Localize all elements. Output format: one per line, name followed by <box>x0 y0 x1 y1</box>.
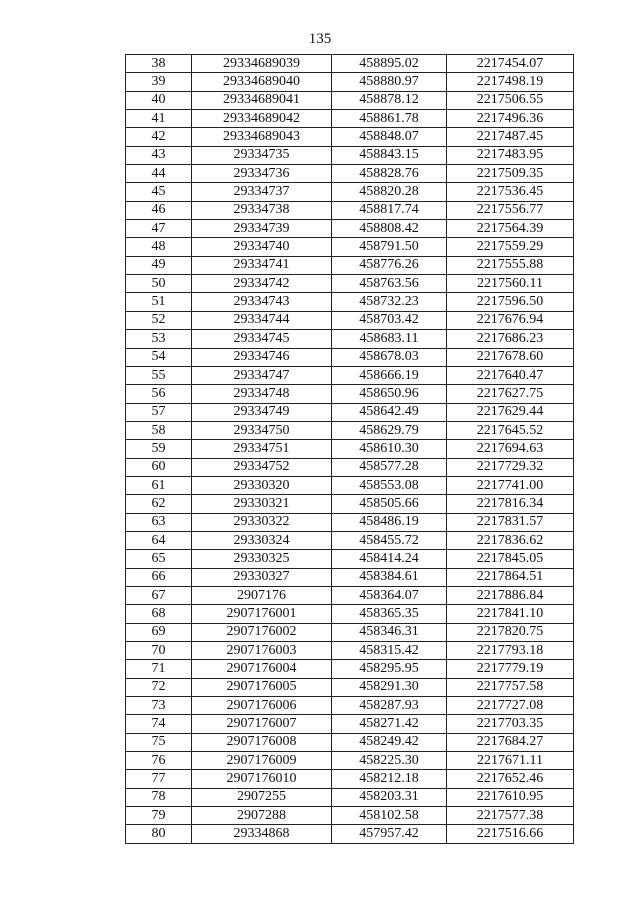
x-coordinate-cell: 458455.72 <box>332 531 447 549</box>
row-index-cell: 51 <box>126 293 192 311</box>
table-row <box>126 165 574 183</box>
point-id-cell: 29334750 <box>192 421 332 439</box>
row-index-cell: 50 <box>126 275 192 293</box>
y-coordinate-cell: 2217516.66 <box>447 825 574 843</box>
table-row <box>126 385 574 403</box>
row-index-cell: 42 <box>126 128 192 146</box>
row-index-cell: 69 <box>126 623 192 641</box>
coordinates-table-body <box>126 55 574 844</box>
x-coordinate-cell: 458861.78 <box>332 110 447 128</box>
row-index-cell: 55 <box>126 366 192 384</box>
y-coordinate-cell: 2217864.51 <box>447 568 574 586</box>
y-coordinate-cell: 2217684.27 <box>447 733 574 751</box>
table-row <box>126 238 574 256</box>
table-row <box>126 733 574 751</box>
table-row <box>126 421 574 439</box>
row-index-cell: 64 <box>126 531 192 549</box>
y-coordinate-cell: 2217564.39 <box>447 220 574 238</box>
point-id-cell: 29334689043 <box>192 128 332 146</box>
row-index-cell: 71 <box>126 660 192 678</box>
table-row <box>126 458 574 476</box>
y-coordinate-cell: 2217841.10 <box>447 605 574 623</box>
x-coordinate-cell: 458878.12 <box>332 91 447 109</box>
table-row <box>126 752 574 770</box>
x-coordinate-cell: 458553.08 <box>332 476 447 494</box>
y-coordinate-cell: 2217816.34 <box>447 495 574 513</box>
row-index-cell: 49 <box>126 256 192 274</box>
y-coordinate-cell: 2217627.75 <box>447 385 574 403</box>
row-index-cell: 43 <box>126 146 192 164</box>
row-index-cell: 40 <box>126 91 192 109</box>
x-coordinate-cell: 458650.96 <box>332 385 447 403</box>
x-coordinate-cell: 458895.02 <box>332 55 447 73</box>
point-id-cell: 29334737 <box>192 183 332 201</box>
x-coordinate-cell: 458808.42 <box>332 220 447 238</box>
row-index-cell: 74 <box>126 715 192 733</box>
point-id-cell: 29330320 <box>192 476 332 494</box>
point-id-cell: 29330321 <box>192 495 332 513</box>
y-coordinate-cell: 2217741.00 <box>447 476 574 494</box>
point-id-cell: 29334689041 <box>192 91 332 109</box>
y-coordinate-cell: 2217498.19 <box>447 73 574 91</box>
point-id-cell: 29334739 <box>192 220 332 238</box>
y-coordinate-cell: 2217793.18 <box>447 642 574 660</box>
point-id-cell: 2907176003 <box>192 642 332 660</box>
point-id-cell: 29330327 <box>192 568 332 586</box>
point-id-cell: 29334689039 <box>192 55 332 73</box>
y-coordinate-cell: 2217629.44 <box>447 403 574 421</box>
x-coordinate-cell: 458364.07 <box>332 586 447 604</box>
row-index-cell: 60 <box>126 458 192 476</box>
point-id-cell: 2907176008 <box>192 733 332 751</box>
y-coordinate-cell: 2217640.47 <box>447 366 574 384</box>
x-coordinate-cell: 458102.58 <box>332 807 447 825</box>
x-coordinate-cell: 458820.28 <box>332 183 447 201</box>
point-id-cell: 29334736 <box>192 165 332 183</box>
point-id-cell: 29334689040 <box>192 73 332 91</box>
y-coordinate-cell: 2217671.11 <box>447 752 574 770</box>
table-row <box>126 568 574 586</box>
y-coordinate-cell: 2217596.50 <box>447 293 574 311</box>
table-row <box>126 183 574 201</box>
table-row <box>126 476 574 494</box>
table-row <box>126 201 574 219</box>
y-coordinate-cell: 2217536.45 <box>447 183 574 201</box>
point-id-cell: 29334747 <box>192 366 332 384</box>
table-row <box>126 146 574 164</box>
x-coordinate-cell: 458291.30 <box>332 678 447 696</box>
y-coordinate-cell: 2217610.95 <box>447 788 574 806</box>
point-id-cell: 2907176002 <box>192 623 332 641</box>
point-id-cell: 2907176004 <box>192 660 332 678</box>
table-row <box>126 91 574 109</box>
y-coordinate-cell: 2217703.35 <box>447 715 574 733</box>
table-row <box>126 110 574 128</box>
x-coordinate-cell: 458683.11 <box>332 330 447 348</box>
row-index-cell: 48 <box>126 238 192 256</box>
point-id-cell: 29334743 <box>192 293 332 311</box>
row-index-cell: 73 <box>126 697 192 715</box>
row-index-cell: 77 <box>126 770 192 788</box>
x-coordinate-cell: 458346.31 <box>332 623 447 641</box>
point-id-cell: 2907176009 <box>192 752 332 770</box>
y-coordinate-cell: 2217676.94 <box>447 311 574 329</box>
table-row <box>126 403 574 421</box>
y-coordinate-cell: 2217694.63 <box>447 440 574 458</box>
y-coordinate-cell: 2217454.07 <box>447 55 574 73</box>
table-row <box>126 788 574 806</box>
point-id-cell: 29334748 <box>192 385 332 403</box>
y-coordinate-cell: 2217886.84 <box>447 586 574 604</box>
point-id-cell: 29334741 <box>192 256 332 274</box>
y-coordinate-cell: 2217559.29 <box>447 238 574 256</box>
row-index-cell: 44 <box>126 165 192 183</box>
row-index-cell: 52 <box>126 311 192 329</box>
point-id-cell: 29334689042 <box>192 110 332 128</box>
table-row <box>126 348 574 366</box>
x-coordinate-cell: 458414.24 <box>332 550 447 568</box>
x-coordinate-cell: 458629.79 <box>332 421 447 439</box>
row-index-cell: 62 <box>126 495 192 513</box>
x-coordinate-cell: 458843.15 <box>332 146 447 164</box>
table-row <box>126 697 574 715</box>
point-id-cell: 29334740 <box>192 238 332 256</box>
x-coordinate-cell: 458880.97 <box>332 73 447 91</box>
row-index-cell: 67 <box>126 586 192 604</box>
y-coordinate-cell: 2217820.75 <box>447 623 574 641</box>
x-coordinate-cell: 458828.76 <box>332 165 447 183</box>
table-row <box>126 770 574 788</box>
x-coordinate-cell: 458384.61 <box>332 568 447 586</box>
y-coordinate-cell: 2217487.45 <box>447 128 574 146</box>
table-row <box>126 440 574 458</box>
y-coordinate-cell: 2217577.38 <box>447 807 574 825</box>
y-coordinate-cell: 2217555.88 <box>447 256 574 274</box>
x-coordinate-cell: 458817.74 <box>332 201 447 219</box>
point-id-cell: 29334744 <box>192 311 332 329</box>
x-coordinate-cell: 458249.42 <box>332 733 447 751</box>
x-coordinate-cell: 458365.35 <box>332 605 447 623</box>
table-row <box>126 623 574 641</box>
row-index-cell: 47 <box>126 220 192 238</box>
point-id-cell: 2907176010 <box>192 770 332 788</box>
point-id-cell: 2907176 <box>192 586 332 604</box>
point-id-cell: 29334751 <box>192 440 332 458</box>
table-row <box>126 642 574 660</box>
point-id-cell: 29334738 <box>192 201 332 219</box>
table-row <box>126 715 574 733</box>
point-id-cell: 29330325 <box>192 550 332 568</box>
x-coordinate-cell: 458642.49 <box>332 403 447 421</box>
row-index-cell: 70 <box>126 642 192 660</box>
point-id-cell: 29334749 <box>192 403 332 421</box>
row-index-cell: 53 <box>126 330 192 348</box>
row-index-cell: 58 <box>126 421 192 439</box>
point-id-cell: 29330324 <box>192 531 332 549</box>
x-coordinate-cell: 458271.42 <box>332 715 447 733</box>
row-index-cell: 75 <box>126 733 192 751</box>
row-index-cell: 45 <box>126 183 192 201</box>
table-row <box>126 366 574 384</box>
table-row <box>126 513 574 531</box>
x-coordinate-cell: 458486.19 <box>332 513 447 531</box>
x-coordinate-cell: 458776.26 <box>332 256 447 274</box>
point-id-cell: 29334742 <box>192 275 332 293</box>
table-row <box>126 550 574 568</box>
point-id-cell: 2907176007 <box>192 715 332 733</box>
row-index-cell: 66 <box>126 568 192 586</box>
point-id-cell: 2907288 <box>192 807 332 825</box>
row-index-cell: 38 <box>126 55 192 73</box>
table-row <box>126 128 574 146</box>
x-coordinate-cell: 458505.66 <box>332 495 447 513</box>
table-row <box>126 55 574 73</box>
table-row <box>126 660 574 678</box>
table-row <box>126 73 574 91</box>
y-coordinate-cell: 2217678.60 <box>447 348 574 366</box>
row-index-cell: 63 <box>126 513 192 531</box>
y-coordinate-cell: 2217757.58 <box>447 678 574 696</box>
table-row <box>126 256 574 274</box>
x-coordinate-cell: 457957.42 <box>332 825 447 843</box>
point-id-cell: 29334746 <box>192 348 332 366</box>
point-id-cell: 2907255 <box>192 788 332 806</box>
row-index-cell: 41 <box>126 110 192 128</box>
page-number: 135 <box>308 31 332 47</box>
table-row <box>126 311 574 329</box>
row-index-cell: 80 <box>126 825 192 843</box>
row-index-cell: 65 <box>126 550 192 568</box>
point-id-cell: 29334752 <box>192 458 332 476</box>
y-coordinate-cell: 2217483.95 <box>447 146 574 164</box>
row-index-cell: 68 <box>126 605 192 623</box>
row-index-cell: 76 <box>126 752 192 770</box>
point-id-cell: 29330322 <box>192 513 332 531</box>
row-index-cell: 57 <box>126 403 192 421</box>
x-coordinate-cell: 458610.30 <box>332 440 447 458</box>
row-index-cell: 59 <box>126 440 192 458</box>
x-coordinate-cell: 458577.28 <box>332 458 447 476</box>
row-index-cell: 46 <box>126 201 192 219</box>
row-index-cell: 61 <box>126 476 192 494</box>
y-coordinate-cell: 2217645.52 <box>447 421 574 439</box>
row-index-cell: 78 <box>126 788 192 806</box>
x-coordinate-cell: 458203.31 <box>332 788 447 806</box>
row-index-cell: 39 <box>126 73 192 91</box>
table-row <box>126 293 574 311</box>
x-coordinate-cell: 458225.30 <box>332 752 447 770</box>
point-id-cell: 2907176005 <box>192 678 332 696</box>
point-id-cell: 2907176006 <box>192 697 332 715</box>
row-index-cell: 79 <box>126 807 192 825</box>
y-coordinate-cell: 2217836.62 <box>447 531 574 549</box>
x-coordinate-cell: 458295.95 <box>332 660 447 678</box>
x-coordinate-cell: 458732.23 <box>332 293 447 311</box>
x-coordinate-cell: 458703.42 <box>332 311 447 329</box>
point-id-cell: 29334868 <box>192 825 332 843</box>
table-row <box>126 807 574 825</box>
x-coordinate-cell: 458678.03 <box>332 348 447 366</box>
table-row <box>126 330 574 348</box>
x-coordinate-cell: 458212.18 <box>332 770 447 788</box>
point-id-cell: 29334735 <box>192 146 332 164</box>
row-index-cell: 72 <box>126 678 192 696</box>
y-coordinate-cell: 2217729.32 <box>447 458 574 476</box>
table-row <box>126 605 574 623</box>
y-coordinate-cell: 2217556.77 <box>447 201 574 219</box>
y-coordinate-cell: 2217509.35 <box>447 165 574 183</box>
y-coordinate-cell: 2217727.08 <box>447 697 574 715</box>
point-id-cell: 29334745 <box>192 330 332 348</box>
y-coordinate-cell: 2217560.11 <box>447 275 574 293</box>
row-index-cell: 54 <box>126 348 192 366</box>
table-row <box>126 825 574 843</box>
table-row <box>126 678 574 696</box>
table-row <box>126 586 574 604</box>
point-id-cell: 2907176001 <box>192 605 332 623</box>
y-coordinate-cell: 2217845.05 <box>447 550 574 568</box>
x-coordinate-cell: 458791.50 <box>332 238 447 256</box>
table-row <box>126 220 574 238</box>
y-coordinate-cell: 2217779.19 <box>447 660 574 678</box>
y-coordinate-cell: 2217496.36 <box>447 110 574 128</box>
table-row <box>126 275 574 293</box>
y-coordinate-cell: 2217686.23 <box>447 330 574 348</box>
y-coordinate-cell: 2217506.55 <box>447 91 574 109</box>
x-coordinate-cell: 458666.19 <box>332 366 447 384</box>
table-row <box>126 531 574 549</box>
x-coordinate-cell: 458315.42 <box>332 642 447 660</box>
y-coordinate-cell: 2217831.57 <box>447 513 574 531</box>
coordinates-table <box>125 54 574 844</box>
x-coordinate-cell: 458848.07 <box>332 128 447 146</box>
x-coordinate-cell: 458287.93 <box>332 697 447 715</box>
y-coordinate-cell: 2217652.46 <box>447 770 574 788</box>
table-row <box>126 495 574 513</box>
row-index-cell: 56 <box>126 385 192 403</box>
x-coordinate-cell: 458763.56 <box>332 275 447 293</box>
